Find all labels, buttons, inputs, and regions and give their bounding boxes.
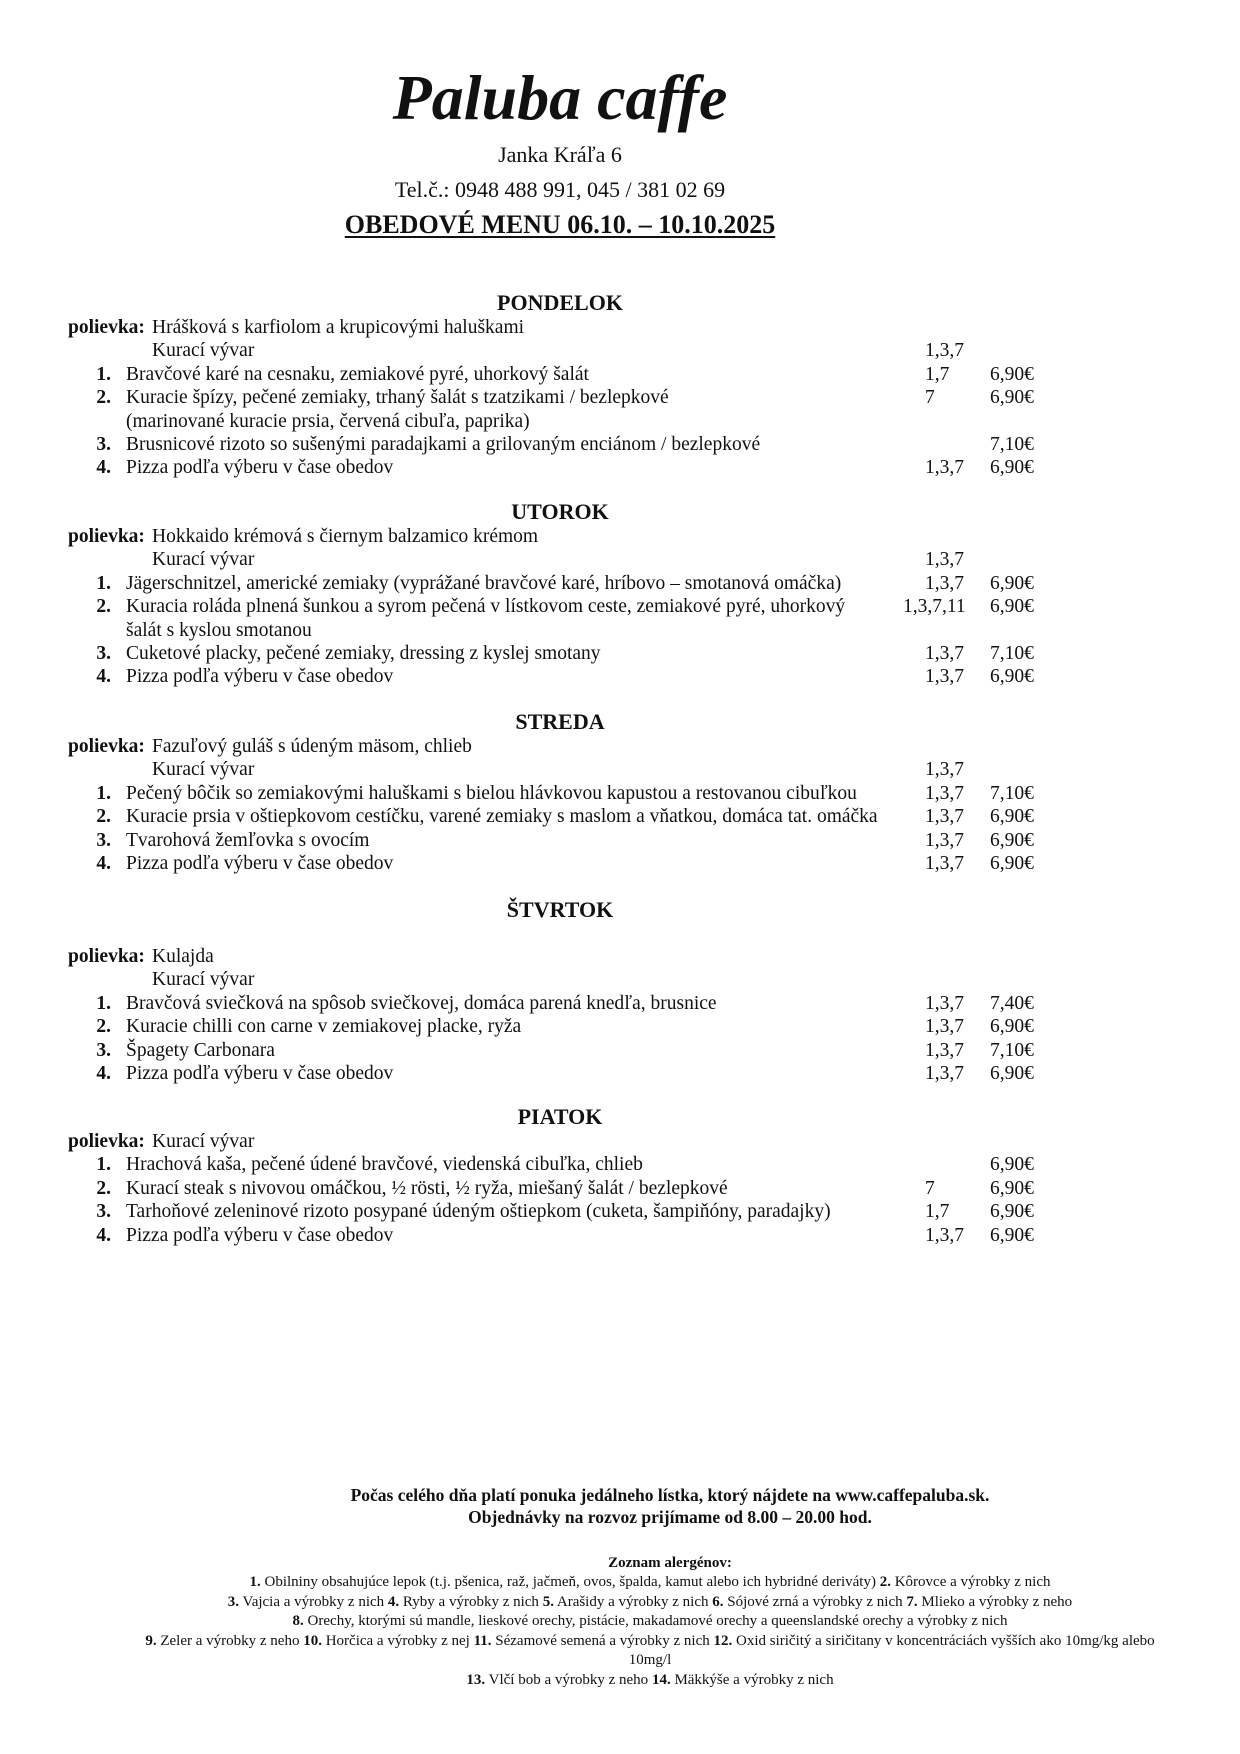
- dish-name: Jägerschnitzel, americké zemiaky (vyprážané bravčové karé, hríbovo – smotanová omáčka): [126, 572, 842, 594]
- day-section: [0, 709, 1240, 875]
- soup-name: Kurací vývar: [152, 759, 255, 781]
- allergen-text: Orechy, ktorými sú mandle, lieskové orechy, pistácie, makadamové orechy a queenslandské orechy a výrobky z nich: [303, 1613, 1008, 1630]
- day-section: [0, 897, 1240, 1085]
- soup-row: [0, 1130, 1240, 1153]
- dish-price: 7,10€: [990, 782, 1034, 804]
- allergen-list-title: Zoznam alergénov:: [608, 1555, 732, 1571]
- dish-number: 1.: [96, 782, 111, 804]
- dish-allergens: 1,3,7: [925, 666, 964, 688]
- dish-price: 6,90€: [990, 1224, 1034, 1246]
- dish-price: 6,90€: [990, 666, 1034, 688]
- dish-allergens: 1,3,7: [925, 1224, 964, 1246]
- dish-price: 6,90€: [990, 806, 1034, 828]
- allergen-number: 11.: [473, 1632, 492, 1649]
- soup-name: Kurací vývar: [152, 969, 255, 991]
- dish-price: 6,90€: [990, 1201, 1034, 1223]
- dish-price: 6,90€: [990, 1062, 1034, 1084]
- dish-row: [0, 1039, 1240, 1062]
- dish-number: 4.: [96, 852, 111, 874]
- dish-row-continuation: [0, 619, 1240, 642]
- footer-note: Počas celého dňa platí ponuka jedálneho lístka, ktorý nájdete na www.caffepaluba.sk.: [350, 1485, 990, 1505]
- dish-name: Cuketové placky, pečené zemiaky, dressing z kyslej smotany: [126, 642, 601, 664]
- day-title: PIATOK: [517, 1104, 603, 1129]
- dish-allergens: 1,3,7: [925, 829, 964, 851]
- dish-row: [0, 433, 1240, 456]
- dish-name: Pizza podľa výberu v čase obedov: [126, 852, 394, 874]
- dish-number: 1.: [96, 363, 111, 385]
- dish-price: 6,90€: [990, 572, 1034, 594]
- dish-row: [0, 1015, 1240, 1038]
- dish-price: 6,90€: [990, 1016, 1034, 1038]
- soup-allergens: 1,3,7: [925, 340, 964, 362]
- dish-allergens: 1,3,7: [925, 1016, 964, 1038]
- dish-name: Kuracie špízy, pečené zemiaky, trhaný šalát s tzatzikami / bezlepkové: [126, 387, 669, 409]
- allergen-text: Oxid siričitý a siričitany v koncentráciách vyšších ako 10mg/kg alebo 10mg/l: [628, 1632, 1155, 1669]
- dish-number: 4.: [96, 1224, 111, 1246]
- dish-name: Tvarohová žemľovka s ovocím: [126, 829, 370, 851]
- soup-row: [0, 968, 1240, 991]
- dish-name: Kuracie chilli con carne v zemiakovej placke, ryža: [126, 1016, 522, 1038]
- soup-row: [0, 945, 1240, 968]
- soup-label: polievka:: [68, 946, 145, 967]
- dish-price: 7,40€: [990, 992, 1034, 1014]
- dish-row: [0, 829, 1240, 852]
- soup-name: Kurací vývar: [152, 1131, 255, 1152]
- dish-price: 6,90€: [990, 852, 1034, 874]
- dish-allergens: 1,3,7: [925, 782, 964, 804]
- dish-number: 3.: [96, 1201, 111, 1223]
- dish-row: [0, 1224, 1240, 1247]
- allergen-number: 6.: [712, 1593, 724, 1610]
- allergen-list: [130, 1573, 1170, 1691]
- dish-name: Špagety Carbonara: [126, 1039, 275, 1061]
- dish-name: Pizza podľa výberu v čase obedov: [126, 666, 394, 688]
- dish-row: [0, 1062, 1240, 1085]
- allergen-text: Kôrovce a výrobky z nich: [890, 1574, 1051, 1590]
- allergen-text: Ryby a výrobky z nich: [399, 1593, 543, 1610]
- dish-row: [0, 363, 1240, 386]
- allergen-number: 8.: [292, 1613, 304, 1630]
- dish-allergens: 1,7: [925, 1201, 950, 1223]
- allergen-text: Sézamové semená a výrobky z nich: [491, 1632, 714, 1649]
- allergen-text: Vlčí bob a výrobky z neho: [485, 1671, 652, 1688]
- day-title: PONDELOK: [497, 290, 623, 315]
- dish-allergens: 7: [925, 1177, 935, 1199]
- dish-number: 2.: [96, 596, 111, 618]
- allergen-number: 13.: [466, 1671, 486, 1688]
- dish-price: 7,10€: [990, 1039, 1034, 1061]
- dish-name: Hrachová kaša, pečené údené bravčové, viedenská cibuľka, chlieb: [126, 1154, 643, 1176]
- menu-heading: [0, 208, 1120, 242]
- dish-allergens: 1,3,7: [925, 806, 964, 828]
- dish-allergens: 7: [925, 387, 935, 409]
- dish-number: 4.: [96, 666, 111, 688]
- dish-row: [0, 572, 1240, 595]
- allergen-number: 2.: [879, 1574, 891, 1590]
- soup-name: Hrášková s karfiolom a krupicovými haluškami: [152, 317, 525, 338]
- day-title: STREDA: [515, 709, 605, 734]
- dish-row: [0, 1153, 1240, 1176]
- allergen-number: 3.: [227, 1593, 240, 1610]
- dish-allergens: 1,3,7: [925, 1062, 964, 1084]
- dish-row: [0, 665, 1240, 688]
- dish-price: 7,10€: [990, 642, 1034, 664]
- allergen-text: Mäkkýše a výrobky z nich: [670, 1671, 834, 1688]
- dish-name: Bravčové karé na cesnaku, zemiakové pyré, uhorkový šalát: [126, 363, 589, 385]
- day-title: ŠTVRTOK: [506, 897, 614, 922]
- day-section: [0, 1104, 1240, 1247]
- allergen-number: 4.: [387, 1593, 400, 1610]
- soup-label: polievka:: [68, 526, 145, 547]
- soup-name: Fazuľový guláš s údeným mäsom, chlieb: [152, 736, 472, 757]
- dish-number: 3.: [96, 829, 111, 851]
- soup-row: [0, 316, 1240, 339]
- dish-price: 6,90€: [990, 1177, 1034, 1199]
- dish-price: 6,90€: [990, 829, 1034, 851]
- dish-allergens: 1,3,7: [925, 457, 964, 479]
- dish-row: [0, 852, 1240, 875]
- dish-number: 3.: [96, 1039, 111, 1061]
- soup-label: polievka:: [68, 317, 145, 338]
- dish-number: 2.: [96, 387, 111, 409]
- dish-row: [0, 1200, 1240, 1223]
- dish-allergens: 1,7: [925, 363, 950, 385]
- allergen-number: 5.: [542, 1593, 554, 1610]
- dish-price: 6,90€: [990, 596, 1034, 618]
- dish-allergens: 1,3,7: [925, 642, 964, 664]
- day-title: UTOROK: [511, 499, 609, 524]
- dish-allergens: 1,3,7: [925, 992, 964, 1014]
- dish-number: 4.: [96, 457, 111, 479]
- allergen-text: Mlieko a výrobky z neho: [917, 1593, 1073, 1610]
- soup-label: polievka:: [68, 736, 145, 757]
- cafe-title: Paluba caffe: [392, 62, 728, 133]
- dish-name: Pizza podľa výberu v čase obedov: [126, 1224, 394, 1246]
- dish-name: Brusnicové rizoto so sušenými paradajkami a grilovaným enciánom / bezlepkové: [126, 433, 761, 455]
- dish-row-continuation: [0, 410, 1240, 433]
- dish-price: 6,90€: [990, 1154, 1034, 1176]
- dish-price: 7,10€: [990, 433, 1034, 455]
- dish-price: 6,90€: [990, 387, 1034, 409]
- soup-row: [0, 758, 1240, 781]
- allergen-number: 10.: [303, 1632, 322, 1649]
- dish-allergens: 1,3,7: [925, 852, 964, 874]
- dish-allergens: 1,3,7,11: [903, 596, 966, 618]
- dish-name: Pečený bôčik so zemiakovými haluškami s bielou hlávkovou kapustou a restovanou cibuľkou: [126, 782, 857, 804]
- dish-allergens: 1,3,7: [925, 1039, 964, 1061]
- dish-number: 1.: [96, 992, 111, 1014]
- dish-row: [0, 642, 1240, 665]
- allergen-number: 1.: [249, 1574, 261, 1590]
- dish-number: 3.: [96, 433, 111, 455]
- dish-allergens: 1,3,7: [925, 572, 964, 594]
- dish-row: [0, 782, 1240, 805]
- dish-name: Bravčová sviečková na spôsob sviečkovej, domáca parená knedľa, brusnice: [126, 992, 717, 1014]
- soup-name: Kurací vývar: [152, 549, 255, 571]
- soup-name: Kurací vývar: [152, 340, 255, 362]
- allergen-text: Vajcia a výrobky z nich: [239, 1593, 388, 1610]
- allergen-text: Sójové zrná a výrobky z nich: [723, 1593, 907, 1610]
- dish-number: 2.: [96, 1016, 111, 1038]
- menu-heading-text: OBEDOVÉ MENU 06.10. – 10.10.2025: [344, 210, 776, 239]
- dish-number: 4.: [96, 1062, 111, 1084]
- dish-number: 2.: [96, 806, 111, 828]
- soup-allergens: 1,3,7: [925, 759, 964, 781]
- dish-name: Pizza podľa výberu v čase obedov: [126, 1062, 394, 1084]
- dish-row: [0, 805, 1240, 828]
- dish-name: Kurací steak s nivovou omáčkou, ½ rösti, ½ ryža, miešaný šalát / bezlepkové: [126, 1177, 728, 1199]
- soup-name: Kulajda: [152, 946, 214, 967]
- dish-name: (marinované kuracie prsia, červená cibuľa, paprika): [126, 410, 530, 432]
- dish-name: šalát s kyslou smotanou: [126, 619, 312, 641]
- dish-row: [0, 456, 1240, 479]
- allergen-number: 14.: [651, 1671, 671, 1688]
- dish-name: Pizza podľa výberu v čase obedov: [126, 457, 394, 479]
- allergen-text: Arašidy a výrobky z nich: [553, 1593, 713, 1610]
- cafe-phone: Tel.č.: 0948 488 991, 045 / 381 02 69: [394, 177, 726, 202]
- dish-name: Kuracie prsia v oštiepkovom cestíčku, varené zemiaky s maslom a vňatkou, domáca tat. omáčka: [126, 806, 878, 828]
- soup-row: [0, 548, 1240, 571]
- dish-number: 3.: [96, 642, 111, 664]
- footer-delivery-hours: Objednávky na rozvoz prijímame od 8.00 – 20.00 hod.: [468, 1507, 872, 1527]
- dish-row: [0, 386, 1240, 409]
- dish-number: 1.: [96, 1154, 111, 1176]
- allergen-text: Horčica a výrobky z nej: [321, 1632, 474, 1649]
- dish-row: [0, 1177, 1240, 1200]
- soup-row: [0, 735, 1240, 758]
- soup-row: [0, 525, 1240, 548]
- dish-name: Kuracia roláda plnená šunkou a syrom pečená v lístkovom ceste, zemiakové pyré, uhorkový: [126, 596, 846, 618]
- allergen-text: Obilniny obsahujúce lepok (t.j. pšenica, raž, jačmeň, ovos, špalda, kamut alebo ich hybridné deriváty): [260, 1574, 880, 1590]
- dish-row: [0, 595, 1240, 618]
- allergen-text: Zeler a výrobky z neho: [156, 1632, 304, 1649]
- soup-label: polievka:: [68, 1131, 145, 1152]
- cafe-address: Janka Kráľa 6: [498, 142, 622, 167]
- dish-row: [0, 992, 1240, 1015]
- dish-number: 2.: [96, 1177, 111, 1199]
- day-section: [0, 499, 1240, 689]
- allergen-number: 9.: [145, 1632, 157, 1649]
- allergen-number: 12.: [713, 1632, 733, 1649]
- soup-name: Hokkaido krémová s čiernym balzamico krémom: [152, 526, 539, 547]
- soup-allergens: 1,3,7: [925, 549, 964, 571]
- day-section: [0, 290, 1240, 480]
- dish-price: 6,90€: [990, 457, 1034, 479]
- dish-name: Tarhoňové zeleninové rizoto posypané údeným oštiepkom (cuketa, šampiňóny, paradajky): [126, 1201, 831, 1223]
- dish-number: 1.: [96, 572, 111, 594]
- allergen-number: 7.: [906, 1593, 918, 1610]
- dish-price: 6,90€: [990, 363, 1034, 385]
- soup-row: [0, 339, 1240, 362]
